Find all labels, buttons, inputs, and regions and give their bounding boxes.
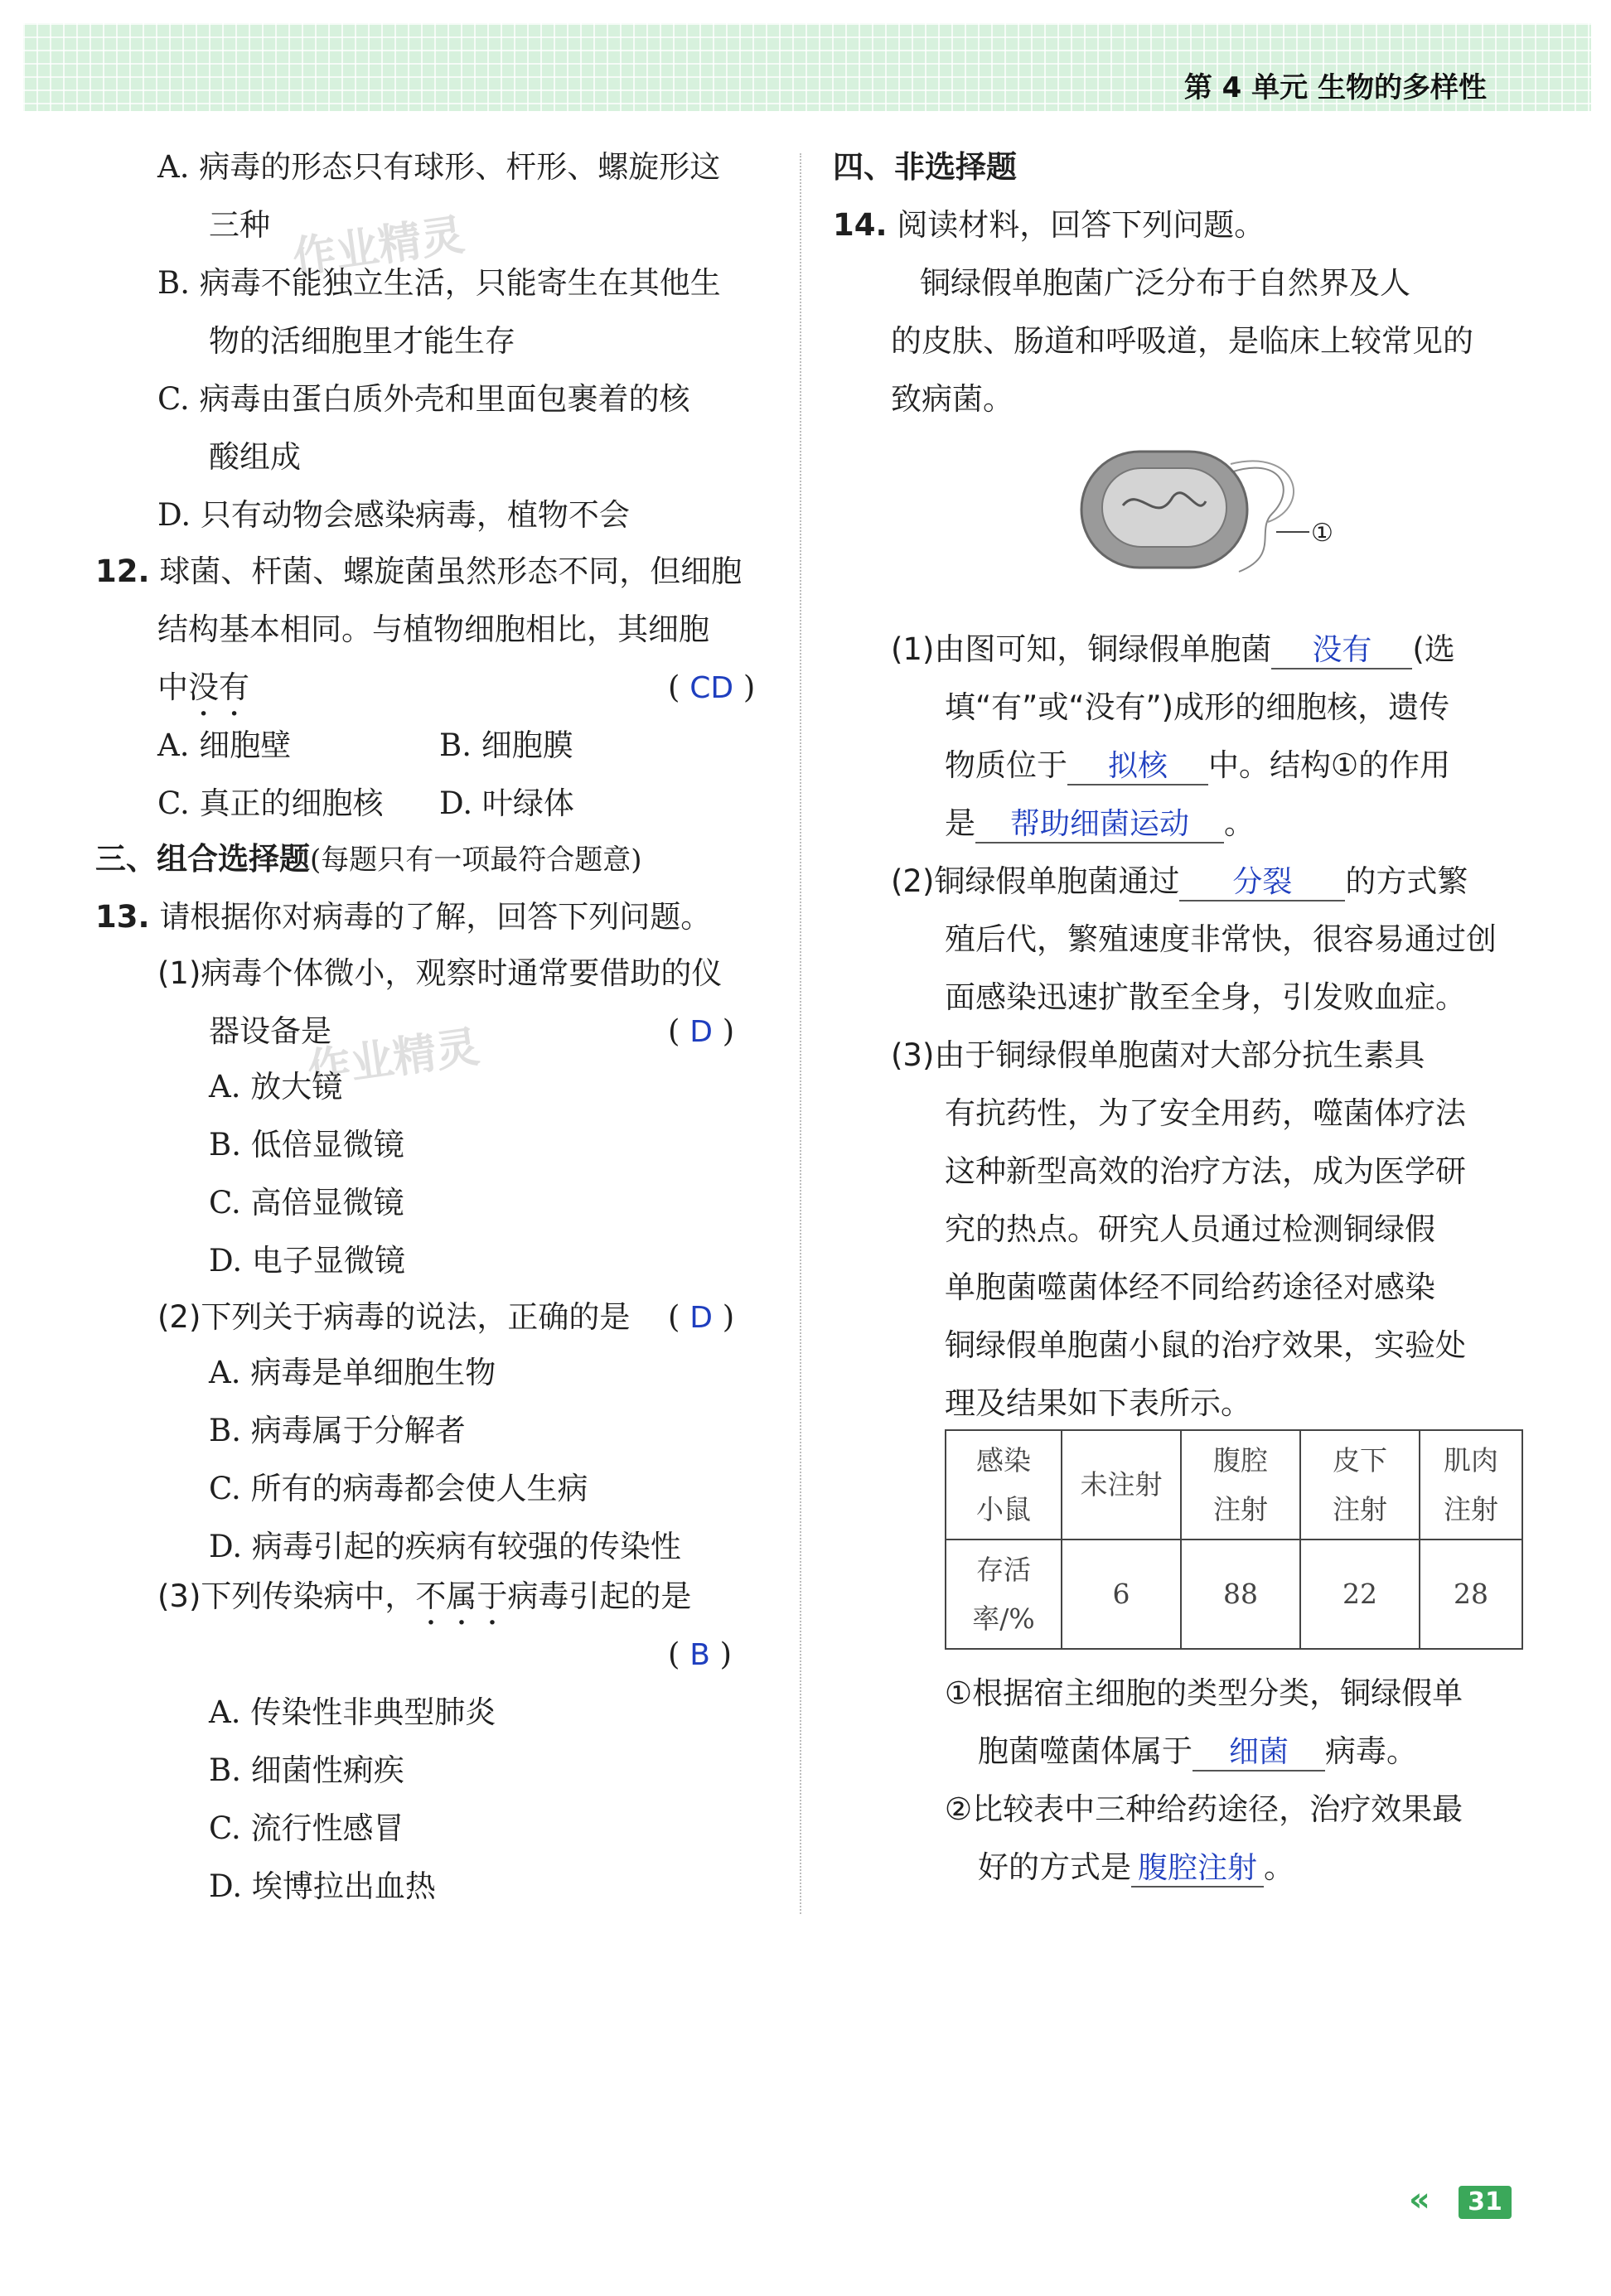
- q12-option-d: D. 叶绿体: [439, 785, 574, 821]
- q13-p1-option-d: D. 电子显微镜: [209, 1243, 405, 1279]
- q14-s1-line1: [891, 631, 1455, 669]
- q14-s3-line2: 有抗药性，为了安全用药，噬菌体疗法: [945, 1095, 1466, 1131]
- q14-s3-sub2-post: 。: [1264, 1849, 1294, 1885]
- q13-p2-answer: D: [689, 1301, 713, 1335]
- q13-p3-post: 病毒引起的是: [507, 1578, 692, 1614]
- q13-p2-answer-paren: ( D ): [668, 1299, 735, 1335]
- table-header-cell: 感染 小鼠: [946, 1430, 1062, 1540]
- q14-s1-pre: (1)由图可知，铜绿假单胞菌: [891, 631, 1272, 667]
- bacterium-figure: [1065, 439, 1347, 580]
- q13-p1-line1: (1)病毒个体微小，观察时通常要借助的仪: [157, 955, 723, 991]
- q13-p2-option-d: D. 病毒引起的疾病有较强的传染性: [209, 1529, 681, 1564]
- q14-s3-sub1-pre: 胞菌噬菌体属于: [978, 1733, 1193, 1769]
- q14-para-line1: 铜绿假单胞菌广泛分布于自然界及人: [920, 265, 1410, 301]
- section-3-heading: [95, 841, 642, 877]
- table-header-cell: 肌肉 注射: [1420, 1430, 1522, 1540]
- q14-s3-line7: 理及结果如下表所示。: [945, 1385, 1251, 1421]
- q13-p3-line: [157, 1578, 691, 1632]
- q14-para-line2: 的皮肤、肠道和呼吸道，是临床上较常见的: [891, 323, 1473, 359]
- q13-p2-option-b: B. 病毒属于分解者: [209, 1413, 466, 1448]
- q14-s1-line4-pre: 是: [945, 805, 975, 841]
- table-row-label: 存活 率/%: [946, 1540, 1062, 1649]
- q14-s3-line4: 究的热点。研究人员通过检测铜绿假: [945, 1211, 1435, 1247]
- q14-s3-sub2-answer: 腹腔注射: [1131, 1850, 1264, 1888]
- q13-stem: [95, 899, 711, 935]
- table-cell: 22: [1300, 1540, 1420, 1649]
- table-header-cell: 皮下 注射: [1300, 1430, 1420, 1540]
- q14-s3-line3: 这种新型高效的治疗方法，成为医学研: [945, 1153, 1466, 1189]
- q11-option-d: D. 只有动物会感染病毒，植物不会: [157, 497, 630, 533]
- q14-s2-pre: (2)铜绿假单胞菌通过: [891, 863, 1180, 899]
- q14-s3-sub2-pre: 好的方式是: [978, 1849, 1131, 1885]
- q14-s3-sub1-post: 病毒。: [1325, 1733, 1417, 1769]
- q14-s3-sub1-line1: ①根据宿主细胞的类型分类，铜绿假单: [945, 1675, 1463, 1711]
- q13-p3-option-d: D. 埃博拉出血热: [209, 1868, 436, 1904]
- q14-s1-line2: 填“有”或“没有”)成形的细胞核，遗传: [945, 689, 1450, 725]
- q14-s1-line4: [945, 805, 1255, 843]
- q14-s1-answer-3: 帮助细菌运动: [975, 806, 1224, 843]
- q12-line3: [157, 669, 249, 723]
- q12-answer: CD: [689, 671, 734, 705]
- q13-p3-answer-paren: ( B ): [668, 1636, 733, 1672]
- table-cell: 6: [1062, 1540, 1181, 1649]
- unit-title: 第 4 单元 生物的多样性: [1183, 71, 1487, 104]
- watermark: 作业精灵: [289, 210, 467, 284]
- q12-text: 球菌、杆菌、螺旋菌虽然形态不同，但细胞: [159, 553, 743, 589]
- q13-p1-line2: 器设备是: [209, 1013, 331, 1049]
- q14-text: 阅读材料，回答下列问题。: [897, 207, 1265, 243]
- q12-option-a: A. 细胞壁: [157, 727, 292, 763]
- q14-number: 14.: [833, 207, 888, 243]
- q14-s1-answer-2: 拟核: [1067, 748, 1208, 785]
- table-row: [946, 1430, 1522, 1540]
- q11-option-a: A. 病毒的形态只有球形、杆形、螺旋形这: [157, 149, 721, 185]
- q14-s3-sub1-answer: 细菌: [1193, 1734, 1325, 1772]
- q14-s1-answer-1: 没有: [1271, 632, 1412, 669]
- q14-para-line3: 致病菌。: [891, 381, 1014, 417]
- q12-answer-paren: ( CD ): [668, 669, 756, 705]
- q13-p3-pre: (3)下列传染病中，: [157, 1578, 416, 1614]
- q13-p2-option-a: A. 病毒是单细胞生物: [209, 1355, 496, 1390]
- q14-s2-post: 的方式繁: [1345, 863, 1468, 899]
- q11-option-b: B. 病毒不能独立生活，只能寄生在其他生: [157, 265, 721, 301]
- q12-line2: 结构基本相同。与植物细胞相比，其细胞: [157, 611, 709, 647]
- q14-s2-line3: 面感染迅速扩散至全身，引发败血症。: [945, 979, 1466, 1015]
- q13-p1-option-a: A. 放大镜: [209, 1069, 343, 1104]
- q13-p3-option-a: A. 传染性非典型肺炎: [209, 1694, 496, 1730]
- q14-s2-line1: [891, 863, 1468, 901]
- q14-s1-line3-post: 中。结构①的作用: [1208, 747, 1451, 783]
- page-arrows-icon: «: [1409, 2181, 1430, 2219]
- q11-option-a-cont: 三种: [209, 207, 270, 243]
- q14-s3-line6: 铜绿假单胞菌小鼠的治疗效果，实验处: [945, 1327, 1466, 1363]
- q11-option-c: C. 病毒由蛋白质外壳和里面包裹着的核: [157, 381, 690, 417]
- section-3-note: (每题只有一项最符合题意): [310, 843, 642, 877]
- column-divider: [800, 153, 801, 1914]
- q14-s1-post1: (选: [1412, 631, 1455, 667]
- q11-option-b-cont: 物的活细胞里才能生存: [209, 323, 515, 359]
- q14-s1-line4-post: 。: [1224, 805, 1255, 841]
- q13-p1-option-c: C. 高倍显微镜: [209, 1185, 404, 1221]
- q13-p1-answer: D: [689, 1015, 713, 1049]
- q12-number: 12.: [95, 553, 150, 589]
- q12-line1: [95, 553, 742, 590]
- survival-table: [945, 1429, 1523, 1650]
- figure-label: ①: [1311, 519, 1333, 548]
- q13-p2-option-c: C. 所有的病毒都会使人生病: [209, 1471, 588, 1506]
- q13-p2-line: (2)下列关于病毒的说法，正确的是: [157, 1299, 631, 1335]
- q13-p3-emphasis: 不属于: [415, 1578, 508, 1614]
- q14-s3-sub1-line2: [978, 1733, 1417, 1772]
- table-cell: 28: [1420, 1540, 1522, 1649]
- section-4-title: 四、非选择题: [833, 149, 1017, 185]
- q13-number: 13.: [95, 899, 150, 935]
- watermark: 作业精灵: [304, 1022, 482, 1096]
- q13-p1-option-b: B. 低倍显微镜: [209, 1127, 404, 1163]
- table-header-cell: 腹腔 注射: [1181, 1430, 1300, 1540]
- q12-option-b: B. 细胞膜: [439, 727, 573, 763]
- q13-p3-option-b: B. 细菌性痢疾: [209, 1752, 404, 1788]
- q14-s3-line1: (3)由于铜绿假单胞菌对大部分抗生素具: [891, 1037, 1425, 1073]
- q14-s3-sub2-line1: ②比较表中三种给药途径，治疗效果最: [945, 1791, 1463, 1827]
- q14-stem: [833, 207, 1265, 244]
- q14-s3-sub2-line2: [978, 1849, 1294, 1888]
- table-cell: 88: [1181, 1540, 1300, 1649]
- table-row: [946, 1540, 1522, 1649]
- q13-p3-answer: B: [689, 1638, 710, 1672]
- q14-s2-answer: 分裂: [1179, 864, 1345, 901]
- section-3-title: 三、组合选择题: [95, 841, 310, 877]
- page-number: 31: [1459, 2186, 1512, 2219]
- q12-option-c: C. 真正的细胞核: [157, 785, 384, 821]
- q12-line3-pre: 中: [157, 669, 188, 705]
- q13-p1-answer-paren: ( D ): [668, 1013, 735, 1049]
- q14-s1-line3: [945, 747, 1450, 785]
- q12-emphasis: 没有: [188, 669, 249, 705]
- q14-s1-line3-pre: 物质位于: [945, 747, 1067, 783]
- q13-text: 请根据你对病毒的了解，回答下列问题。: [159, 899, 712, 935]
- table-header-cell: 未注射: [1062, 1430, 1181, 1540]
- q11-option-c-cont: 酸组成: [209, 439, 301, 475]
- q13-p3-option-c: C. 流行性感冒: [209, 1810, 404, 1846]
- q14-s2-line2: 殖后代，繁殖速度非常快，很容易通过创: [945, 921, 1497, 957]
- q14-s3-line5: 单胞菌噬菌体经不同给药途径对感染: [945, 1269, 1435, 1305]
